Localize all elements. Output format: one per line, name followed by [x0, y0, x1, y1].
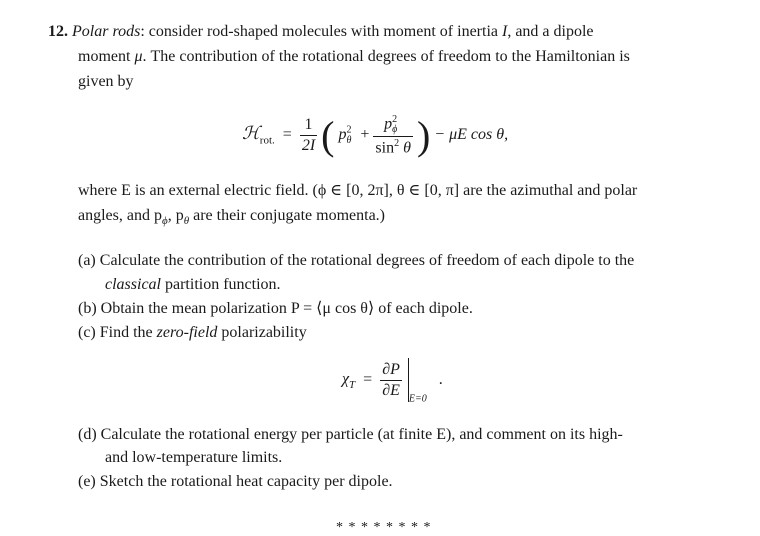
part-d-cont: and low-temperature limits. — [105, 449, 283, 466]
part-a: (a) Calculate the contribution of the rotational degrees of freedom of each dipole to the — [78, 252, 635, 269]
part-a-cont: classical partition function. — [105, 276, 281, 293]
part-c: (c) Find the zero-field polarizability — [78, 324, 307, 341]
problem-number: 12. — [48, 23, 68, 40]
fraction-p-phi-over-sin: $\frac{p^2_\phi}{\sin^2 \theta}$ — [375, 113, 411, 157]
problem-line-3: given by — [78, 73, 134, 90]
problem-title: Polar rods — [72, 23, 141, 40]
hamiltonian-equation: ℋ$_{rot.}$ = $\frac{1}{2I}$ ( $p^2_\theta$ + $\frac{p^2_\phi}{\sin^2 \theta}$ ) − μE cos θ, — [242, 113, 509, 158]
fraction-one-over-2i: $\frac{1}{2I}$ — [301, 116, 316, 154]
where-line-1: where E is an external electric field. (ϕ ∈ [0, 2π], θ ∈ [0, π] are the azimuthal and polar — [78, 182, 638, 199]
part-e: (e) Sketch the rotational heat capacity per dipole. — [78, 473, 393, 490]
footer-stars: * * * * * * * * — [336, 520, 432, 535]
fraction-dp-de: $\frac{\partial P}{\partial E}$ — [382, 360, 400, 399]
problem-line-1: 12. Polar rods: consider rod-shaped molecules with moment of inertia I, and a dipole — [48, 23, 594, 40]
where-line-2: angles, and $p_\phi$, $p_\theta$ are their conjugate momenta.) — [78, 207, 386, 228]
chi-equation: $\chi_T$ = $\frac{\partial P}{\partial E}$ $_{E=0}$ . — [342, 358, 443, 405]
part-b: (b) Obtain the mean polarization P = ⟨μ cos θ⟩ of each dipole. — [78, 300, 473, 317]
problem-line-2: moment μ. The contribution of the rotational degrees of freedom to the Hamiltonian is — [78, 48, 630, 65]
part-d: (d) Calculate the rotational energy per particle (at finite E), and comment on its high- — [78, 426, 623, 443]
